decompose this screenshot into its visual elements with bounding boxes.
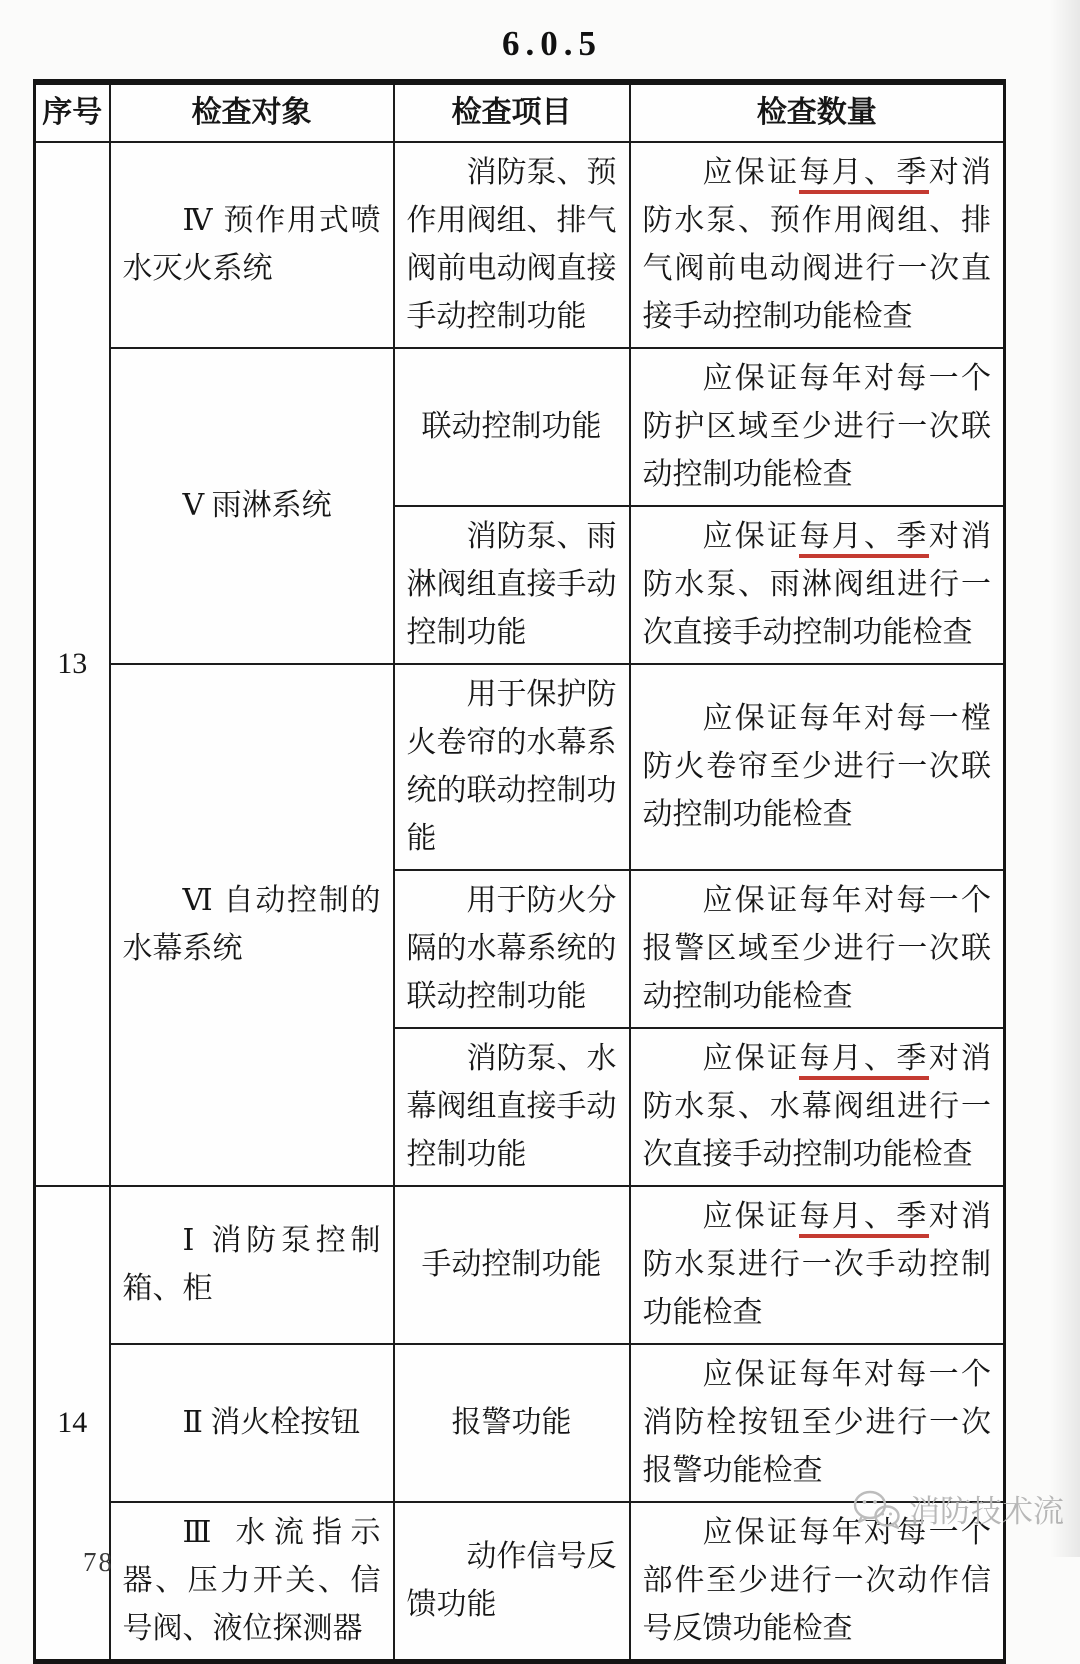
- quantity-text: 应保证每年对每一个部件至少进行一次动作信号反馈功能检查: [642, 1516, 991, 1645]
- cell-item-linkage-control: 联动控制功能: [394, 348, 630, 506]
- cell-quantity-fire-shutter: [630, 664, 1005, 870]
- cell-item-manual-control: 手动控制功能: [394, 1186, 630, 1344]
- table-header-row: [35, 82, 1005, 142]
- quantity-text: 对消防水泵、预作用阀组、排气阀前电动阀进行一次直接手动控制功能检查: [642, 156, 991, 333]
- header-inspection-object: 检查对象: [110, 82, 394, 142]
- watermark: [852, 1486, 1064, 1531]
- cell-quantity-pump-manual: [630, 1186, 1005, 1344]
- cell-quantity-deluge-linkage: [630, 348, 1005, 506]
- cell-item-preaction-manual-control: 消防泵、预作用阀组、排气阀前电动阀直接手动控制功能: [394, 142, 630, 348]
- header-inspection-quantity: 检查数量: [630, 82, 1005, 142]
- quantity-text: 对消防水泵、雨淋阀组进行一次直接手动控制功能检查: [642, 520, 991, 649]
- red-underline-highlight: 每月、季: [799, 1042, 928, 1080]
- quantity-text: 应保证: [702, 156, 800, 189]
- table-row: [35, 1344, 1005, 1502]
- cell-item-signal-feedback: 动作信号反馈功能: [394, 1502, 630, 1662]
- header-serial-number: 序号: [35, 82, 110, 142]
- cell-quantity-alarm-zone: [630, 870, 1005, 1028]
- wechat-logo-icon: [852, 1488, 902, 1530]
- quantity-text: 应保证: [702, 1200, 800, 1233]
- cell-item-alarm-function: 报警功能: [394, 1344, 630, 1502]
- table-row: [35, 348, 1005, 506]
- red-underline-highlight: 每月、季: [799, 520, 928, 558]
- quantity-text: 对消防水泵、水幕阀组进行一次直接手动控制功能检查: [642, 1042, 991, 1171]
- table-row: [35, 142, 1005, 348]
- cell-object-hydrant-button: Ⅱ 消火栓按钮: [110, 1344, 394, 1502]
- quantity-text: 应保证: [702, 520, 800, 553]
- cell-object-pump-control-cabinet: Ⅰ 消防泵控制箱、柜: [110, 1186, 394, 1344]
- inspection-table: [33, 79, 1006, 1664]
- cell-quantity-hydrant-alarm: [630, 1344, 1005, 1502]
- cell-item-fire-separation-curtain: 用于防火分隔的水幕系统的联动控制功能: [394, 870, 630, 1028]
- cell-item-deluge-manual-control: 消防泵、雨淋阀组直接手动控制功能: [394, 506, 630, 664]
- quantity-text: 应保证每年对每一个防护区域至少进行一次联动控制功能检查: [642, 362, 991, 491]
- cell-object-water-curtain-system: Ⅵ 自动控制的水幕系统: [110, 664, 394, 1186]
- cell-quantity-curtain-manual: [630, 1028, 1005, 1186]
- cell-object-deluge-system: Ⅴ 雨淋系统: [110, 348, 394, 664]
- quantity-text: 应保证每年对每一个消防栓按钮至少进行一次报警功能检查: [642, 1358, 991, 1487]
- cell-quantity-deluge-manual: [630, 506, 1005, 664]
- cell-quantity-preaction: [630, 142, 1005, 348]
- cell-object-preaction-system: Ⅳ 预作用式喷水灭火系统: [110, 142, 394, 348]
- cell-item-fire-shutter-curtain: 用于保护防火卷帘的水幕系统的联动控制功能: [394, 664, 630, 870]
- quantity-text: 应保证每年对每一个报警区域至少进行一次联动控制功能检查: [642, 884, 991, 1013]
- section-number: 6.0.5: [502, 24, 602, 63]
- cell-object-flow-indicator-etc: Ⅲ 水流指示器、压力开关、信号阀、液位探测器: [110, 1502, 394, 1662]
- table-row: [35, 1186, 1005, 1344]
- header-inspection-item: 检查项目: [394, 82, 630, 142]
- quantity-text: 对消防水泵进行一次手动控制功能检查: [642, 1200, 991, 1329]
- quantity-text: 应保证: [702, 1042, 800, 1075]
- cell-serial-14: 14: [35, 1186, 110, 1662]
- page-number: 78: [83, 1547, 114, 1577]
- red-underline-highlight: 每月、季: [799, 1200, 928, 1238]
- cell-item-curtain-manual-control: 消防泵、水幕阀组直接手动控制功能: [394, 1028, 630, 1186]
- watermark-text: 消防技术流: [909, 1494, 1064, 1529]
- table-row: [35, 664, 1005, 870]
- cell-serial-13: 13: [35, 142, 110, 1186]
- red-underline-highlight: 每月、季: [799, 156, 928, 194]
- quantity-text: 应保证每年对每一樘防火卷帘至少进行一次联动控制功能检查: [642, 702, 991, 831]
